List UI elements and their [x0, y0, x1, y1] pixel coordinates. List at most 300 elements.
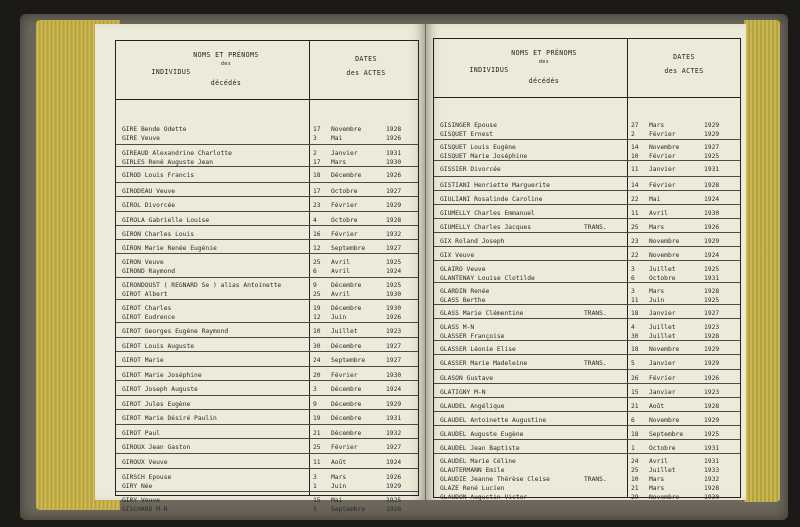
entry-month: Juillet — [331, 328, 358, 335]
entry-day: 19 — [313, 415, 321, 422]
entry-month: Avril — [331, 268, 350, 275]
entry-name: GIROUX Jean Gaston — [122, 444, 191, 451]
entry-name: GIRE Bende Odette — [122, 126, 187, 133]
entry-year: 1925 — [386, 282, 402, 289]
entry-day: 17 — [313, 188, 321, 195]
entry-month: Septembre — [331, 506, 366, 513]
entry-day: 1 — [631, 445, 635, 452]
register-entry — [434, 195, 740, 205]
entry-month: Décembre — [331, 430, 362, 437]
entry-day: 12 — [313, 245, 321, 252]
entry-name: GISQUET Louis Eugène — [440, 144, 516, 151]
entry-name: GLASSER Françoise — [440, 333, 505, 340]
entry-day: 14 — [631, 144, 639, 151]
entry-name: GISINGER Epouse — [440, 122, 497, 129]
entry-name: GIREAUD Alexandrine Charlotte — [122, 150, 232, 157]
entry-name: GIROD Louis Francis — [122, 172, 195, 179]
register-entry — [434, 237, 740, 247]
row-separator — [116, 453, 418, 454]
entry-month: Février — [649, 153, 676, 160]
register-entry — [434, 374, 740, 384]
entry-year: 1926 — [386, 506, 402, 513]
entry-day: 5 — [631, 360, 635, 367]
register-entry — [116, 505, 418, 515]
entry-day: 25 — [631, 467, 639, 474]
entry-month: Mars — [649, 288, 665, 295]
entry-day: 20 — [313, 372, 321, 379]
entry-year: 1931 — [704, 445, 720, 452]
entry-name: GLANTENAY Louise Clotilde — [440, 275, 535, 282]
header-des: des — [220, 61, 232, 67]
row-separator — [116, 144, 418, 145]
entry-name: GIROLA Gabrielle Louise — [122, 217, 210, 224]
entry-year: 1930 — [386, 305, 402, 312]
entry-year: 1931 — [704, 458, 720, 465]
entry-day: 30 — [313, 343, 321, 350]
entry-month: Novembre — [649, 252, 680, 259]
entry-name: GIX Roland Joseph — [440, 238, 505, 245]
entry-month: Décembre — [331, 343, 362, 350]
entry-year: 1929 — [704, 122, 720, 129]
entry-year: 1928 — [704, 403, 720, 410]
entry-name: GLASSER Marie Madeleine — [440, 360, 528, 367]
row-separator — [116, 468, 418, 469]
entry-day: 11 — [313, 459, 321, 466]
entry-day: 9 — [313, 282, 317, 289]
register-entry — [434, 402, 740, 412]
left-page — [95, 24, 425, 513]
entry-day: 5 — [313, 506, 317, 513]
entry-day: 24 — [631, 458, 639, 465]
entry-month: Mars — [649, 122, 665, 129]
entry-month: Octobre — [649, 445, 676, 452]
entry-month: Octobre — [331, 217, 358, 224]
register-entry — [434, 493, 740, 503]
entry-day: 19 — [313, 305, 321, 312]
entry-year: 1933 — [704, 467, 720, 474]
header-names: NOMS ET PRÉNOMS — [511, 49, 577, 57]
entry-year: 1927 — [386, 343, 402, 350]
entry-day: 23 — [631, 238, 639, 245]
entry-name: GISQUET Marie Joséphine — [440, 153, 528, 160]
entry-year: 1929 — [386, 202, 402, 209]
entry-year: 1927 — [386, 444, 402, 451]
entry-name: GLASSER Léonie Elise — [440, 346, 516, 353]
row-separator — [116, 366, 418, 367]
entry-name: GIROT Eudrence — [122, 314, 176, 321]
entry-name: GIUMELLY Charles Jacques — [440, 224, 531, 231]
entry-year: 1932 — [704, 476, 720, 483]
entry-month: Février — [331, 444, 358, 451]
register-entry — [434, 444, 740, 454]
register-entry — [434, 416, 740, 426]
entry-year: 1927 — [704, 144, 720, 151]
entry-year: 1930 — [704, 210, 720, 217]
register-entry — [116, 443, 418, 453]
header-decedes: décédés — [528, 77, 560, 85]
register-entry — [116, 482, 418, 492]
entry-name: GISSIER Divorcée — [440, 166, 501, 173]
entry-day: 6 — [313, 268, 317, 275]
entry-month: Octobre — [649, 275, 676, 282]
entry-day: 25 — [313, 444, 321, 451]
entry-day: 11 — [631, 210, 639, 217]
entry-year: 1931 — [704, 275, 720, 282]
entry-day: 9 — [313, 401, 317, 408]
entry-day: 29 — [631, 494, 639, 501]
entry-day: 18 — [313, 172, 321, 179]
entry-year: 1926 — [386, 474, 402, 481]
row-separator — [434, 369, 740, 370]
entry-year: 1924 — [386, 268, 402, 275]
entry-day: 14 — [631, 182, 639, 189]
entry-year: 1925 — [704, 431, 720, 438]
entry-day: 18 — [631, 310, 639, 317]
entry-year: 1925 — [704, 266, 720, 273]
entry-day: 17 — [313, 126, 321, 133]
entry-year: 1929 — [704, 238, 720, 245]
entry-month: Janvier — [649, 166, 676, 173]
entry-day: 15 — [313, 497, 321, 504]
entry-month: Avril — [331, 259, 350, 266]
entry-name: GLARDIN Renée — [440, 288, 490, 295]
entry-year: 1928 — [386, 217, 402, 224]
entry-name: GIROT Marie Désiré Paulin — [122, 415, 217, 422]
register-entry — [116, 171, 418, 181]
register-entry — [116, 429, 418, 439]
entry-name: GISTIANI Henriette Marguerite — [440, 182, 550, 189]
entry-name: GIROND Raymond — [122, 268, 176, 275]
entry-month: Août — [331, 459, 347, 466]
entry-month: Décembre — [331, 401, 362, 408]
register-entry — [116, 385, 418, 395]
entry-year: 1929 — [386, 401, 402, 408]
entry-name: GLASS M-N — [440, 324, 475, 331]
entry-name: GIRON Marie Renée Eugénie — [122, 245, 217, 252]
register-entry — [116, 230, 418, 240]
entry-name: GLAUDEL Jean Baptiste — [440, 445, 520, 452]
entry-day: 17 — [313, 159, 321, 166]
entry-note: TRANS. — [584, 310, 607, 317]
register-entry — [434, 430, 740, 440]
entry-month: Juillet — [649, 333, 676, 340]
entry-name: GIROT Paul — [122, 430, 160, 437]
entry-year: 1929 — [704, 346, 720, 353]
entry-year: 1926 — [386, 135, 402, 142]
entry-month: Février — [649, 182, 676, 189]
entry-year: 1926 — [386, 172, 402, 179]
entry-month: Novembre — [649, 494, 680, 501]
row-separator — [116, 337, 418, 338]
entry-day: 11 — [631, 297, 639, 304]
entry-name: GIRON Charles Louis — [122, 231, 195, 238]
register-entry — [434, 274, 740, 284]
entry-year: 1925 — [704, 297, 720, 304]
entry-month: Janvier — [649, 360, 676, 367]
row-separator — [434, 176, 740, 177]
entry-year: 1927 — [386, 245, 402, 252]
register-entry — [434, 251, 740, 261]
entry-month: Juin — [331, 314, 347, 321]
register-entry — [434, 165, 740, 175]
entry-name: GLASS Marie Clémentine — [440, 310, 524, 317]
register-entry — [116, 187, 418, 197]
entry-name: GISCHARD M-N — [122, 506, 168, 513]
entry-name: GLATIGNY M-N — [440, 389, 486, 396]
entry-name: GLAUDEL Antoinette Augustine — [440, 417, 547, 424]
entry-month: Décembre — [331, 415, 362, 422]
entry-year: 1928 — [704, 485, 720, 492]
entry-name: GIULIANI Rosalinde Caroline — [440, 196, 543, 203]
entry-note: TRANS. — [584, 476, 607, 483]
entry-name: GLAUDEL Marie Céline — [440, 458, 516, 465]
entry-month: Novembre — [331, 126, 362, 133]
entry-year: 1931 — [704, 166, 720, 173]
register-entry — [116, 371, 418, 381]
register-entry — [434, 309, 740, 319]
entry-month: Août — [649, 403, 665, 410]
entry-name: GIROT Joseph Auguste — [122, 386, 198, 393]
register-entry — [116, 356, 418, 366]
entry-name: GLAUDEL Angélique — [440, 403, 505, 410]
entry-name: GIRON Veuve — [122, 259, 164, 266]
right-page — [426, 24, 746, 500]
entry-name: GLAUTERMANN Emile — [440, 467, 505, 474]
row-separator — [116, 182, 418, 183]
entry-day: 2 — [631, 131, 635, 138]
entry-day: 22 — [631, 252, 639, 259]
register-entry — [434, 130, 740, 140]
entry-month: Décembre — [331, 386, 362, 393]
entry-year: 1932 — [386, 430, 402, 437]
left-register-table — [115, 40, 419, 513]
entry-month: Mai — [331, 497, 343, 504]
entry-year: 1926 — [704, 375, 720, 382]
entry-name: GISQUET Ernest — [440, 131, 494, 138]
entry-month: Avril — [649, 210, 668, 217]
entry-month: Juin — [649, 297, 665, 304]
entry-day: 30 — [631, 333, 639, 340]
header-individus: INDIVIDUS — [469, 66, 509, 74]
entry-year: 1928 — [704, 333, 720, 340]
entry-year: 1930 — [704, 494, 720, 501]
entry-name: GLAIRO Veuve — [440, 266, 486, 273]
entry-month: Décembre — [331, 305, 362, 312]
entry-month: Décembre — [331, 282, 362, 289]
entry-year: 1930 — [386, 159, 402, 166]
entry-day: 16 — [313, 231, 321, 238]
entry-day: 10 — [313, 328, 321, 335]
register-entry — [434, 209, 740, 219]
entry-month: Mai — [331, 135, 343, 142]
entry-year: 1925 — [704, 153, 720, 160]
header-dates: DATES — [673, 53, 695, 61]
entry-month: Mars — [649, 476, 665, 483]
entry-month: Février — [649, 375, 676, 382]
entry-month: Avril — [331, 291, 350, 298]
entry-day: 10 — [631, 476, 639, 483]
row-separator — [116, 395, 418, 396]
entry-day: 26 — [631, 375, 639, 382]
right-page-edges — [744, 20, 780, 502]
register-entry — [116, 414, 418, 424]
register-entry — [116, 458, 418, 468]
header-rule — [116, 99, 418, 100]
entry-name: GIRY Veuve — [122, 497, 160, 504]
entry-month: Septembre — [331, 357, 366, 364]
entry-day: 3 — [631, 266, 635, 273]
entry-year: 1927 — [386, 357, 402, 364]
entry-month: Février — [331, 202, 358, 209]
entry-month: Février — [331, 231, 358, 238]
entry-year: 1931 — [386, 150, 402, 157]
entry-day: 3 — [313, 386, 317, 393]
entry-name: GIROT Jules Eugène — [122, 401, 191, 408]
entry-year: 1930 — [386, 372, 402, 379]
entry-name: GIUMELLY Charles Emmanuel — [440, 210, 535, 217]
entry-month: Octobre — [331, 188, 358, 195]
entry-day: 23 — [313, 202, 321, 209]
entry-month: Mars — [331, 474, 347, 481]
entry-day: 10 — [631, 153, 639, 160]
entry-year: 1926 — [386, 314, 402, 321]
entry-year: 1923 — [704, 389, 720, 396]
entry-month: Juillet — [649, 266, 676, 273]
entry-day: 22 — [631, 196, 639, 203]
register-entry — [116, 244, 418, 254]
entry-name: GLAUDIE Jeanne Thérèse Cleise — [440, 476, 550, 483]
register-entry — [116, 158, 418, 168]
entry-year: 1932 — [386, 231, 402, 238]
entry-day: 4 — [313, 217, 317, 224]
entry-year: 1925 — [386, 497, 402, 504]
entry-month: Novembre — [649, 238, 680, 245]
row-separator — [116, 424, 418, 425]
entry-year: 1929 — [704, 360, 720, 367]
entry-day: 25 — [313, 259, 321, 266]
entry-month: Juin — [331, 483, 347, 490]
entry-month: Juillet — [649, 324, 676, 331]
header-des-actes: des ACTES — [664, 67, 704, 75]
entry-month: Février — [331, 372, 358, 379]
entry-name: GIX Veuve — [440, 252, 475, 259]
header-decedes: décédés — [210, 79, 242, 87]
entry-year: 1924 — [386, 386, 402, 393]
entry-month: Mars — [649, 485, 665, 492]
entry-year: 1929 — [386, 483, 402, 490]
entry-name: GIROL Divorcée — [122, 202, 176, 209]
register-entry — [434, 332, 740, 342]
entry-month: Novembre — [649, 346, 680, 353]
entry-month: Mai — [649, 196, 661, 203]
entry-day: 4 — [631, 324, 635, 331]
entry-name: GIRY Née — [122, 483, 153, 490]
entry-name: GIRONDOUST ( REGNARD Se ) alias Antoinette — [122, 282, 282, 289]
entry-day: 6 — [631, 417, 635, 424]
entry-year: 1923 — [386, 328, 402, 335]
entry-month: Février — [649, 131, 676, 138]
register-entry — [116, 201, 418, 211]
entry-month: Décembre — [331, 172, 362, 179]
entry-name: GLASS Berthe — [440, 297, 486, 304]
entry-month: Novembre — [649, 144, 680, 151]
entry-name: GLAZE René Lucien — [440, 485, 505, 492]
entry-name: GLAUDON Augustin Victor — [440, 494, 528, 501]
header-dates: DATES — [355, 55, 377, 63]
register-entry — [116, 327, 418, 337]
entry-year: 1925 — [386, 259, 402, 266]
register-entry — [434, 223, 740, 233]
header-rule — [434, 97, 740, 98]
entry-name: GIRSCH Epouse — [122, 474, 172, 481]
entry-month: Septembre — [331, 245, 366, 252]
entry-day: 25 — [631, 224, 639, 231]
entry-year: 1929 — [704, 131, 720, 138]
entry-year: 1924 — [386, 459, 402, 466]
entry-day: 18 — [631, 431, 639, 438]
entry-day: 1 — [313, 483, 317, 490]
entry-day: 3 — [631, 288, 635, 295]
entry-name: GIRODEAU Veuve — [122, 188, 176, 195]
entry-year: 1927 — [704, 310, 720, 317]
entry-day: 25 — [313, 291, 321, 298]
register-entry — [434, 152, 740, 162]
right-register-table — [433, 38, 741, 501]
entry-year: 1926 — [704, 224, 720, 231]
entry-day: 2 — [313, 150, 317, 157]
register-entry — [116, 134, 418, 144]
entry-year: 1924 — [704, 252, 720, 259]
entry-year: 1928 — [386, 126, 402, 133]
entry-day: 21 — [631, 485, 639, 492]
entry-day: 21 — [313, 430, 321, 437]
register-entry — [116, 342, 418, 352]
entry-name: GIROT Albert — [122, 291, 168, 298]
entry-day: 21 — [631, 403, 639, 410]
entry-month: Janvier — [649, 389, 676, 396]
entry-year: 1927 — [386, 188, 402, 195]
row-separator — [116, 211, 418, 212]
entry-day: 3 — [313, 135, 317, 142]
register-entry — [116, 290, 418, 300]
entry-month: Septembre — [649, 431, 684, 438]
entry-name: GIROT Georges Eugène Raymond — [122, 328, 229, 335]
entry-name: GLASON Gustave — [440, 375, 494, 382]
header-des: des — [538, 59, 550, 65]
entry-year: 1930 — [386, 291, 402, 298]
entry-year: 1931 — [386, 415, 402, 422]
entry-day: 27 — [631, 122, 639, 129]
entry-month: Novembre — [649, 417, 680, 424]
entry-name: GIRE Veuve — [122, 135, 160, 142]
header-individus: INDIVIDUS — [151, 68, 191, 76]
header-names: NOMS ET PRÉNOMS — [193, 51, 259, 59]
entry-day: 24 — [313, 357, 321, 364]
entry-note: TRANS. — [584, 224, 607, 231]
entry-day: 18 — [631, 346, 639, 353]
register-entry — [116, 267, 418, 277]
register-entry — [116, 216, 418, 226]
entry-month: Mars — [649, 224, 665, 231]
entry-year: 1928 — [704, 182, 720, 189]
entry-month: Mars — [331, 159, 347, 166]
register-entry — [434, 345, 740, 355]
entry-name: GIROT Louis Auguste — [122, 343, 195, 350]
register-entry — [434, 359, 740, 369]
entry-note: TRANS. — [584, 360, 607, 367]
register-entry — [434, 296, 740, 306]
register-entry — [116, 313, 418, 323]
